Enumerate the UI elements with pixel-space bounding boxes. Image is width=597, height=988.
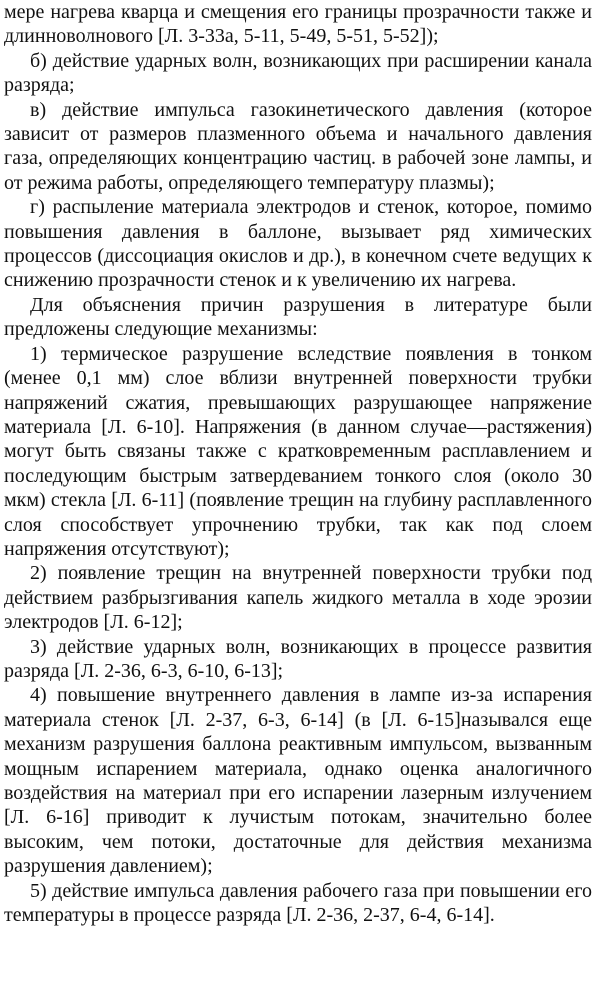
paragraph-item-v: в) действие импульса газокинетического давления (которое зависит от размеров плазменного объема и начального давления газа, определяющих концентрацию частиц. в рабочей зоне лампы, и от режима работы, определяющего температуру плазмы); xyxy=(4,98,592,194)
document-page xyxy=(4,0,592,927)
paragraph-mechanism-4: 4) повышение внутреннего давления в лампе из-за испарения материала стенок [Л. 2-37, 6-3, 6-14] (в [Л. 6-15]назывался еще механизм разрушения баллона реактивным импульсом, вызванным мощным испарением материала, однако оценка аналогичного воздействия на материал при его испарении лазерным излучением [Л. 6-16] приводит к лучистым потокам, значительно более высоким, чем потоки, достаточные для действия механизма разрушения давлением); xyxy=(4,684,592,878)
paragraph-continuation: мере нагрева кварца и смещения его границы прозрачности также и длинноволнового [Л. 3-33а, 5-11, 5-49, 5-51, 5-52]); xyxy=(4,1,592,48)
paragraph-mechanism-1: 1) термическое разрушение вследствие появления в тонком (менее 0,1 мм) слое вблизи внутренней поверхности трубки напряжений сжатия, превышающих разрушающее напряжение материала [Л. 6-10]. Напряжения (в данном случае—растяжения) могут быть связаны также с кратковременным расплавлением и последующим быстрым затвердеванием тонкого слоя (около 30 мкм) стекла [Л. 6-11] (появление трещин на глубину расплавленного слоя способствует упрочнению трубки, так как под слоем напряжения отсутствуют); xyxy=(4,342,592,560)
paragraph-mechanism-5: 5) действие импульса давления рабочего газа при повышении его температуры в процессе разряда [Л. 2-36, 2-37, 6-4, 6-14]. xyxy=(4,879,592,927)
paragraph-mechanism-2: 2) появление трещин на внутренней поверхности трубки под действием разбрызгивания капель жидкого металла в ходе эрозии электродов [Л. 6-12]; xyxy=(4,562,592,634)
paragraph-item-b: б) действие ударных волн, возникающих при расширении канала разряда; xyxy=(4,49,592,97)
paragraph-mechanism-3: 3) действие ударных волн, возникающих в процессе развития разряда [Л. 2-36, 6-3, 6-10, 6-13]; xyxy=(4,635,592,682)
paragraph-intro-mechanisms: Для объяснения причин разрушения в литературе были предложены следующие механизмы: xyxy=(4,293,592,341)
paragraph-item-g: г) распыление материала электродов и стенок, которое, помимо повышения давления в баллоне, вызывает ряд химических процессов (диссоциация окислов и др.), в конечном счете ведущих к снижению прозрачности стенок и к увеличению их нагрева. xyxy=(4,196,592,292)
